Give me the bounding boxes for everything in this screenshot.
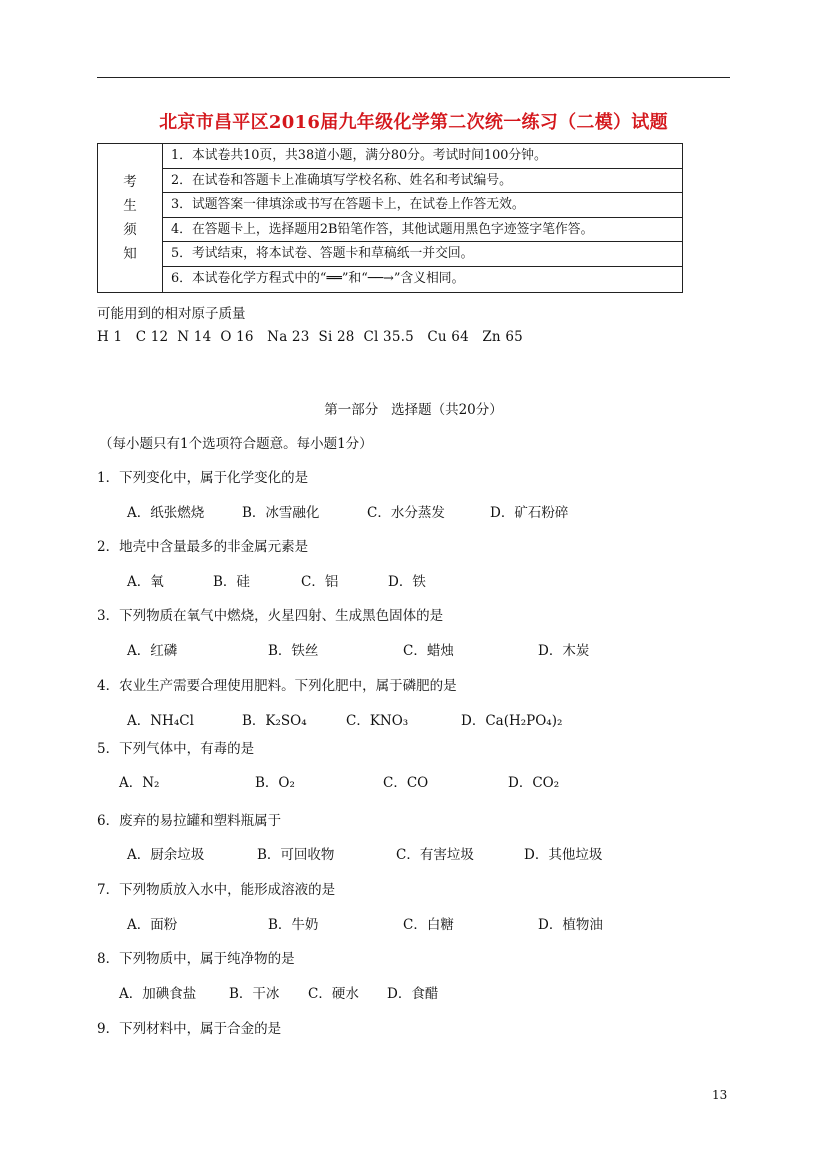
question-stem: 5．下列气体中，有毒的是 — [97, 741, 255, 757]
page-number: 13 — [712, 1088, 728, 1102]
option: B．K₂SO₄ — [242, 713, 307, 729]
atomic-mass-values: H 1 C 12 N 14 O 16 Na 23 Si 28 Cl 35.5 Cu 64 Zn 65 — [97, 329, 523, 345]
notice-item: 5．考试结束，将本试卷、答题卡和草稿纸一并交回。 — [163, 242, 682, 267]
option: A．纸张燃烧 — [127, 505, 205, 521]
option: A．面粉 — [127, 917, 178, 933]
option: C．KNO₃ — [346, 713, 409, 729]
atomic-mass-heading: 可能用到的相对原子质量 — [97, 306, 246, 322]
option: A．N₂ — [119, 775, 160, 791]
option: C．CO — [383, 775, 429, 791]
option: C．水分蒸发 — [367, 505, 445, 521]
option: B．牛奶 — [268, 917, 319, 933]
question-stem: 3．下列物质在氧气中燃烧，火星四射、生成黑色固体的是 — [97, 608, 444, 624]
notice-label-char: 须 — [123, 222, 137, 238]
option: A．厨余垃圾 — [127, 847, 205, 863]
option: D．植物油 — [538, 917, 603, 933]
section-title: 第一部分 选择题（共20分） — [324, 402, 503, 418]
question-stem: 4．农业生产需要合理使用肥料。下列化肥中，属于磷肥的是 — [97, 678, 457, 694]
notice-item: 4．在答题卡上，选择题用2B铅笔作答，其他试题用黑色字迹签字笔作答。 — [163, 218, 682, 243]
notice-item: 3．试题答案一律填涂或书写在答题卡上，在试卷上作答无效。 — [163, 193, 682, 218]
section-note: （每小题只有1个选项符合题意。每小题1分） — [99, 436, 373, 452]
examinee-notice-box — [97, 143, 683, 293]
option: D．铁 — [388, 574, 426, 590]
option: B．铁丝 — [268, 643, 319, 659]
option: D．CO₂ — [508, 775, 560, 791]
question-stem: 8．下列物质中，属于纯净物的是 — [97, 951, 295, 967]
option: D．Ca(H₂PO₄)₂ — [461, 713, 563, 729]
option: D．其他垃圾 — [524, 847, 603, 863]
notice-item: 2．在试卷和答题卡上准确填写学校名称、姓名和考试编号。 — [163, 169, 682, 194]
question-stem: 9．下列材料中，属于合金的是 — [97, 1021, 282, 1037]
option: B．干冰 — [229, 986, 280, 1002]
option: D．食醋 — [387, 986, 439, 1002]
option: B．硅 — [213, 574, 250, 590]
notice-label-char: 知 — [123, 246, 137, 262]
option: B．可回收物 — [257, 847, 335, 863]
option: A．红磷 — [127, 643, 178, 659]
option: D．矿石粉碎 — [490, 505, 569, 521]
notice-label — [98, 144, 163, 292]
question-stem: 2．地壳中含量最多的非金属元素是 — [97, 539, 309, 555]
option: B．冰雪融化 — [242, 505, 320, 521]
notice-label-char: 考 — [123, 174, 137, 190]
option: A．NH₄Cl — [127, 713, 194, 729]
notice-label-char: 生 — [123, 198, 137, 214]
question-stem: 6．废弃的易拉罐和塑料瓶属于 — [97, 813, 282, 829]
header-rule — [97, 77, 730, 78]
notice-item: 1．本试卷共10页，共38道小题，满分80分。考试时间100分钟。 — [163, 144, 682, 169]
notice-items — [163, 144, 682, 292]
option: C．白糖 — [403, 917, 454, 933]
option: C．硬水 — [308, 986, 359, 1002]
question-stem: 7．下列物质放入水中，能形成溶液的是 — [97, 882, 336, 898]
exam-title: 北京市昌平区2016届九年级化学第二次统一练习（二模）试题 — [159, 112, 668, 133]
option: A．加碘食盐 — [119, 986, 197, 1002]
notice-item: 6．本试卷化学方程式中的“══”和“──→”含义相同。 — [171, 270, 465, 286]
option: B．O₂ — [255, 775, 295, 791]
option: C．铝 — [301, 574, 339, 590]
option: A．氧 — [127, 574, 164, 590]
question-stem: 1．下列变化中，属于化学变化的是 — [97, 470, 309, 486]
option: C．有害垃圾 — [396, 847, 474, 863]
option: D．木炭 — [538, 643, 590, 659]
option: C．蜡烛 — [403, 643, 454, 659]
